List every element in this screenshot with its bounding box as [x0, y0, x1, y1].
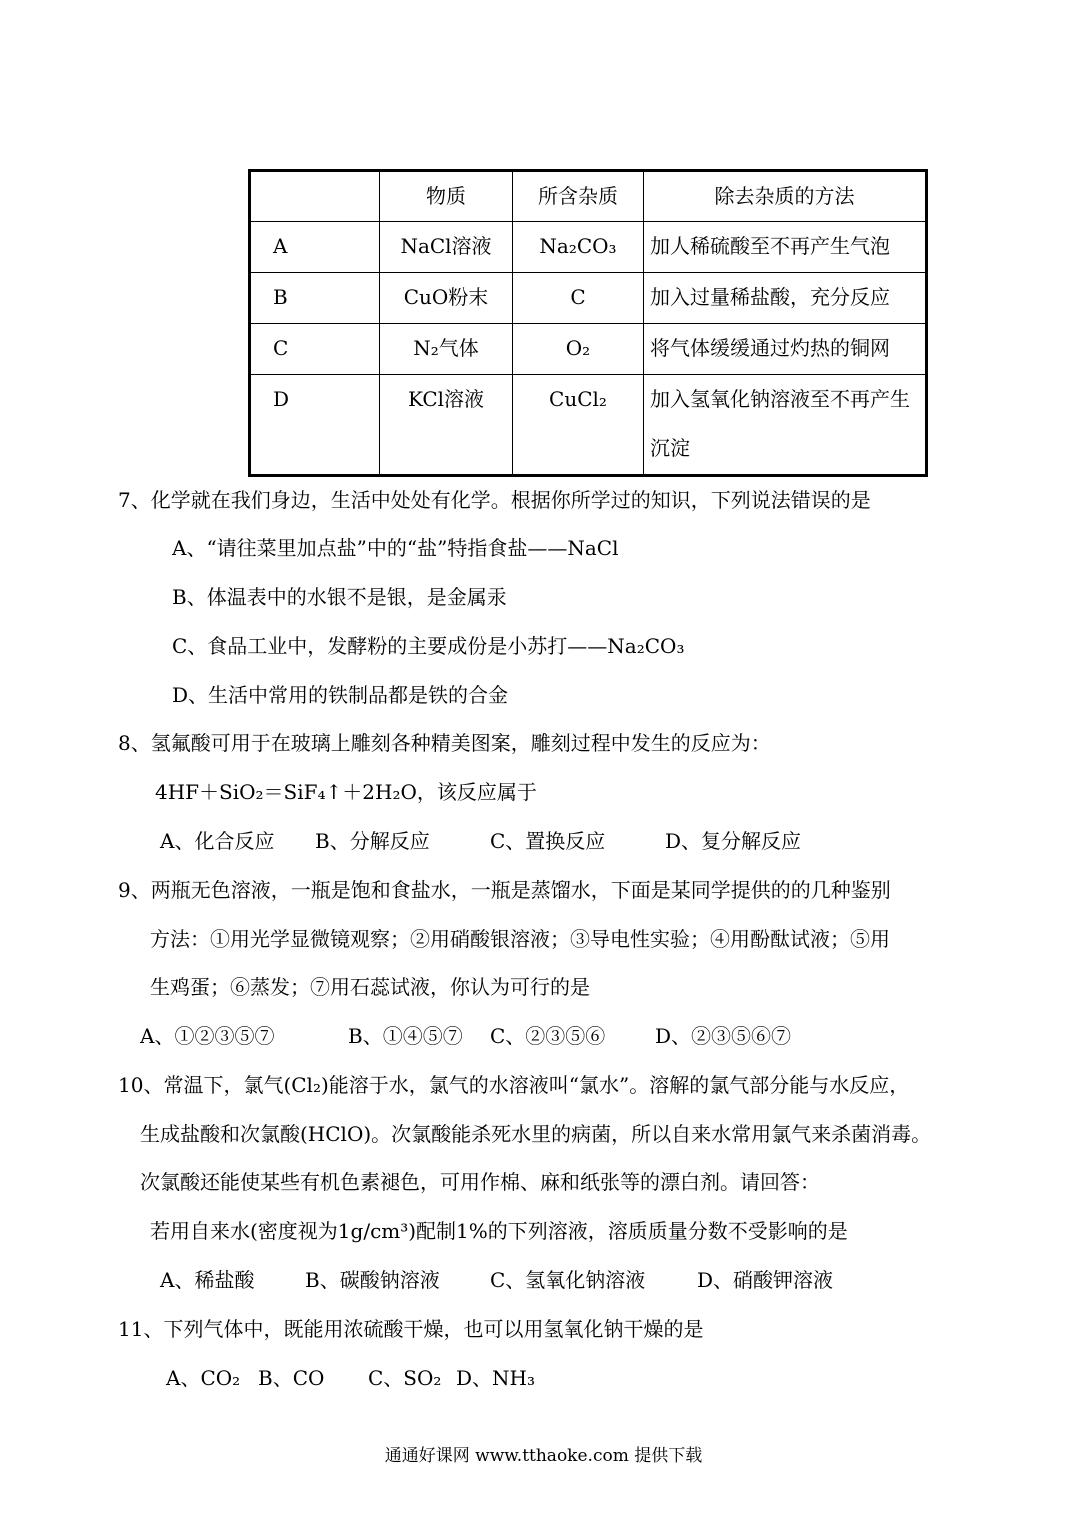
table-header-cell: 所含杂质 [513, 171, 644, 222]
table-cell-method: 将气体缓缓通过灼热的铜网 [644, 324, 927, 375]
question-11-option-b: B、CO [258, 1366, 325, 1390]
table-row [250, 273, 927, 324]
question-10-option-d: D、硝酸钾溶液 [697, 1268, 834, 1292]
table-cell-substance: KCl溶液 [380, 375, 513, 476]
table-cell-option: D [250, 375, 380, 476]
question-7-stem: 7、化学就在我们身边，生活中处处有化学。根据你所学过的知识，下列说法错误的是 [118, 488, 871, 512]
question-8-option-a: A、化合反应 [160, 829, 275, 853]
question-8-stem: 8、氢氟酸可用于在玻璃上雕刻各种精美图案，雕刻过程中发生的反应为： [118, 731, 771, 755]
table-header-cell: 物质 [380, 171, 513, 222]
question-7-option-b: B、体温表中的水银不是银，是金属汞 [172, 585, 507, 609]
table-cell-option: C [250, 324, 380, 375]
table-header-cell: 除去杂质的方法 [644, 171, 927, 222]
table-cell-method: 加入过量稀盐酸，充分反应 [644, 273, 927, 324]
question-7-option-a: A、“请往菜里加点盐”中的“盐”特指食盐——NaCl [172, 536, 619, 560]
question-10-line-3: 次氯酸还能使某些有机色素褪色，可用作棉、麻和纸张等的漂白剂。请回答： [140, 1170, 820, 1194]
impurity-removal-table [248, 169, 928, 477]
question-8-option-d: D、复分解反应 [665, 829, 802, 853]
question-10-line-1: 10、常温下，氯气(Cl₂)能溶于水，氯气的水溶液叫“氯水”。溶解的氯气部分能与水反应， [118, 1073, 910, 1097]
question-10-option-a: A、稀盐酸 [160, 1268, 255, 1292]
question-10-line-2: 生成盐酸和次氯酸(HClO)。次氯酸能杀死水里的病菌，所以自来水常用氯气来杀菌消毒。 [140, 1122, 932, 1146]
question-11-option-a: A、CO₂ [166, 1366, 241, 1390]
question-8-option-b: B、分解反应 [315, 829, 430, 853]
question-9-line-3: 生鸡蛋；⑥蒸发；⑦用石蕊试液，你认为可行的是 [150, 975, 590, 999]
table-row [250, 324, 927, 375]
table-cell-impurity: C [513, 273, 644, 324]
table-cell-impurity: CuCl₂ [513, 375, 644, 476]
question-8-equation: 4HF＋SiO₂＝SiF₄↑＋2H₂O，该反应属于 [155, 780, 537, 804]
question-9-line-1: 9、两瓶无色溶液，一瓶是饱和食盐水，一瓶是蒸馏水，下面是某同学提供的的几种鉴别 [118, 878, 891, 902]
question-7-option-d: D、生活中常用的铁制品都是铁的合金 [172, 683, 509, 707]
page-footer: 通通好课网 www.tthaoke.com 提供下载 [384, 1446, 703, 1466]
question-9-option-d: D、②③⑤⑥⑦ [655, 1024, 792, 1048]
table-cell-option: A [250, 222, 380, 273]
table-cell-substance: NaCl溶液 [380, 222, 513, 273]
table-header-cell [250, 171, 380, 222]
question-9-line-2: 方法：①用光学显微镜观察；②用硝酸银溶液；③导电性实验；④用酚酞试液；⑤用 [150, 927, 890, 951]
table-row [250, 222, 927, 273]
table-cell-substance: N₂气体 [380, 324, 513, 375]
table-cell-impurity: O₂ [513, 324, 644, 375]
question-11-stem: 11、下列气体中，既能用浓硫酸干燥，也可以用氢氧化钠干燥的是 [118, 1317, 704, 1341]
table-cell-substance: CuO粉末 [380, 273, 513, 324]
table-cell-option: B [250, 273, 380, 324]
question-11-option-d: D、NH₃ [456, 1366, 535, 1390]
question-10-option-c: C、氢氧化钠溶液 [490, 1268, 646, 1292]
question-9-option-b: B、①④⑤⑦ [348, 1024, 463, 1048]
question-9-option-c: C、②③⑤⑥ [490, 1024, 606, 1048]
question-10-option-b: B、碳酸钠溶液 [305, 1268, 440, 1292]
question-7-option-c: C、食品工业中，发酵粉的主要成份是小苏打——Na₂CO₃ [172, 634, 685, 658]
question-11-option-c: C、SO₂ [368, 1366, 442, 1390]
question-8-option-c: C、置换反应 [490, 829, 606, 853]
table-cell-impurity: Na₂CO₃ [513, 222, 644, 273]
table-row [250, 375, 927, 476]
question-9-option-a: A、①②③⑤⑦ [140, 1024, 275, 1048]
table-cell-method: 加人稀硫酸至不再产生气泡 [644, 222, 927, 273]
question-10-line-4: 若用自来水(密度视为1g/cm³)配制1%的下列溶液，溶质质量分数不受影响的是 [150, 1219, 848, 1243]
table-cell-method: 加入氢氧化钠溶液至不再产生沉淀 [644, 375, 927, 476]
table-header-row [250, 171, 927, 222]
